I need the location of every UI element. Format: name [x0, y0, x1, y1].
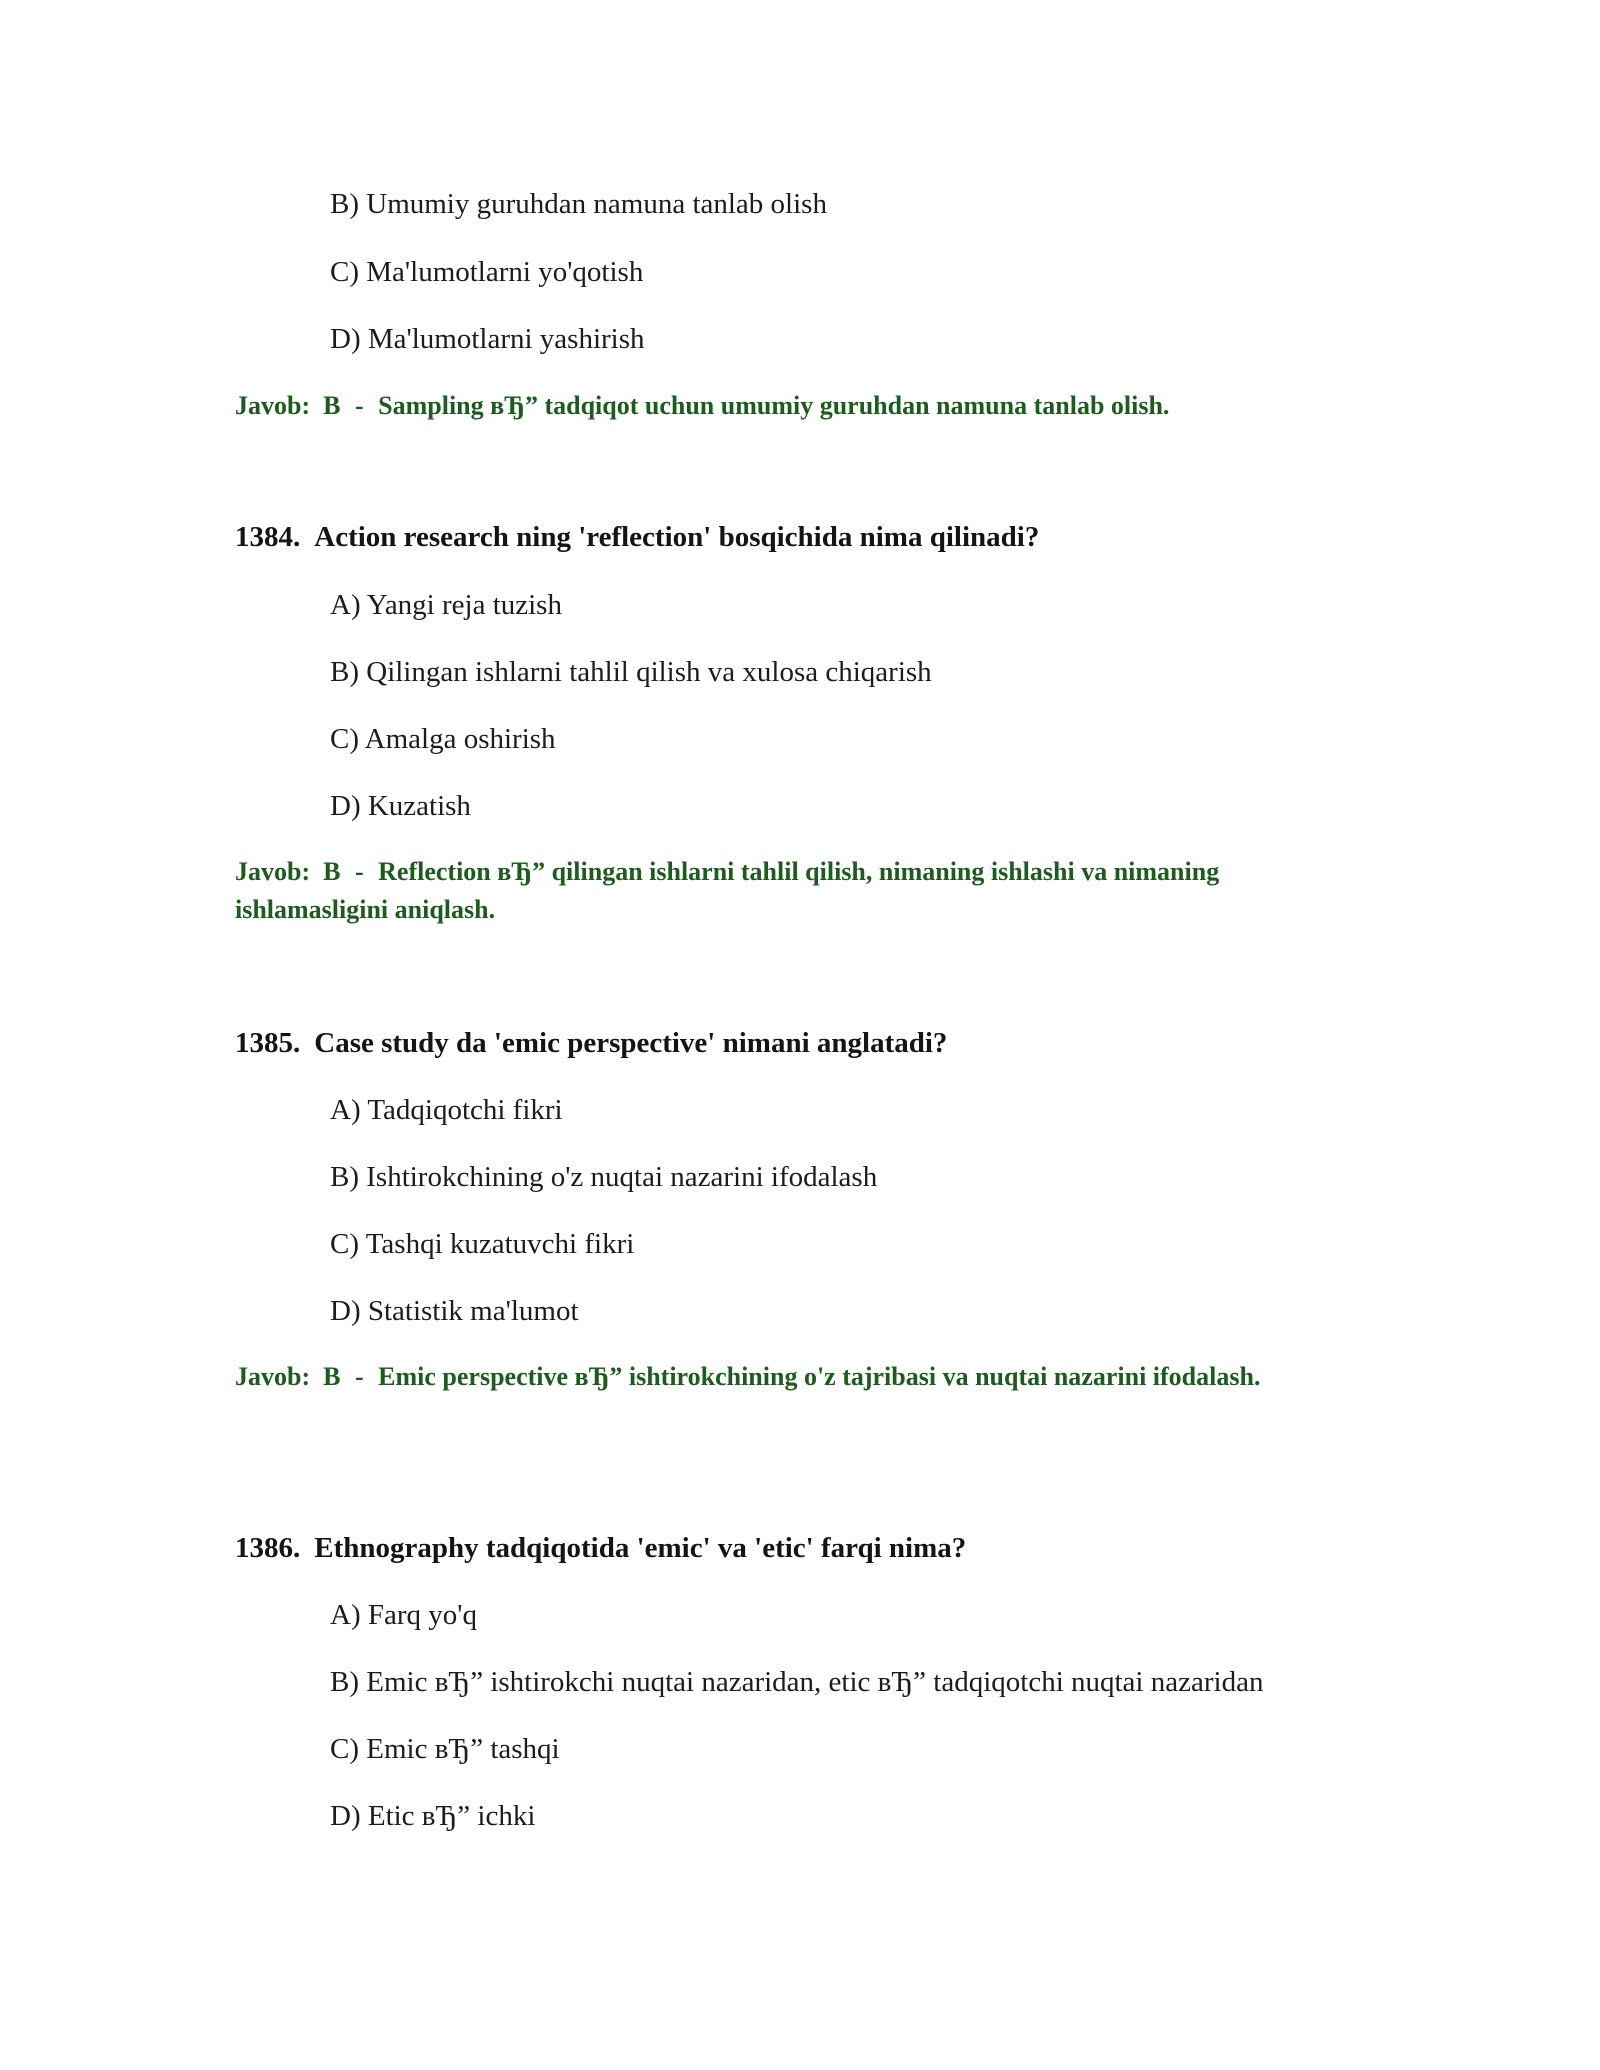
question-heading [235, 1532, 966, 1565]
option-d: D) Kuzatish [330, 790, 471, 822]
answer-explanation: Reflection вЂ” qilingan ishlarni tahlil qilish, nimaning ishlashi va nimaning ishlamasligini aniqlash. [235, 857, 1220, 924]
option-d: D) Etic вЂ” ichki [330, 1800, 536, 1832]
answer-explanation: Sampling вЂ” tadqiqot uchun umumiy guruhdan namuna tanlab olish. [378, 391, 1170, 420]
option-a: A) Tadqiqotchi fikri [330, 1094, 563, 1126]
question-number: 1385. [235, 1027, 301, 1059]
option-a: A) Farq yo'q [330, 1599, 477, 1631]
question-text: Action research ning 'reflection' bosqichida nima qilinadi? [314, 521, 1040, 553]
answer-letter: B [323, 391, 341, 420]
answer-separator: - [354, 391, 364, 420]
question-text: Ethnography tadqiqotida 'emic' va 'etic' farqi nima? [314, 1532, 967, 1564]
option-d: D) Ma'lumotlarni yashirish [330, 323, 645, 355]
option-c: C) Amalga oshirish [330, 723, 556, 755]
option-c: C) Ma'lumotlarni yo'qotish [330, 256, 644, 288]
option-d: D) Statistik ma'lumot [330, 1295, 579, 1327]
answer-separator: - [354, 1362, 364, 1391]
option-b: B) Emic вЂ” ishtirokchi nuqtai nazaridan, etic вЂ” tadqiqotchi nuqtai nazaridan [330, 1666, 1264, 1698]
answer-label: Javob: [235, 857, 311, 886]
answer-letter: B [323, 1362, 341, 1391]
answer-line [235, 853, 1365, 929]
question-heading [235, 1027, 947, 1060]
option-c: C) Emic вЂ” tashqi [330, 1733, 560, 1765]
question-text: Case study da 'emic perspective' nimani anglatadi? [314, 1027, 948, 1059]
option-a: A) Yangi reja tuzish [330, 589, 562, 621]
answer-explanation: Emic perspective вЂ” ishtirokchining o'z tajribasi va nuqtai nazarini ifodalash. [378, 1362, 1261, 1391]
answer-separator: - [354, 857, 364, 886]
answer-line [235, 387, 1365, 425]
answer-label: Javob: [235, 391, 311, 420]
option-b: B) Ishtirokchining o'z nuqtai nazarini ifodalash [330, 1161, 878, 1193]
question-number: 1384. [235, 521, 301, 553]
question-number: 1386. [235, 1532, 301, 1564]
question-heading [235, 521, 1039, 554]
answer-label: Javob: [235, 1362, 311, 1391]
option-b: B) Umumiy guruhdan namuna tanlab olish [330, 188, 827, 220]
option-b: B) Qilingan ishlarni tahlil qilish va xulosa chiqarish [330, 656, 932, 688]
option-c: C) Tashqi kuzatuvchi fikri [330, 1228, 635, 1260]
answer-letter: B [323, 857, 341, 886]
answer-line [235, 1358, 1365, 1396]
